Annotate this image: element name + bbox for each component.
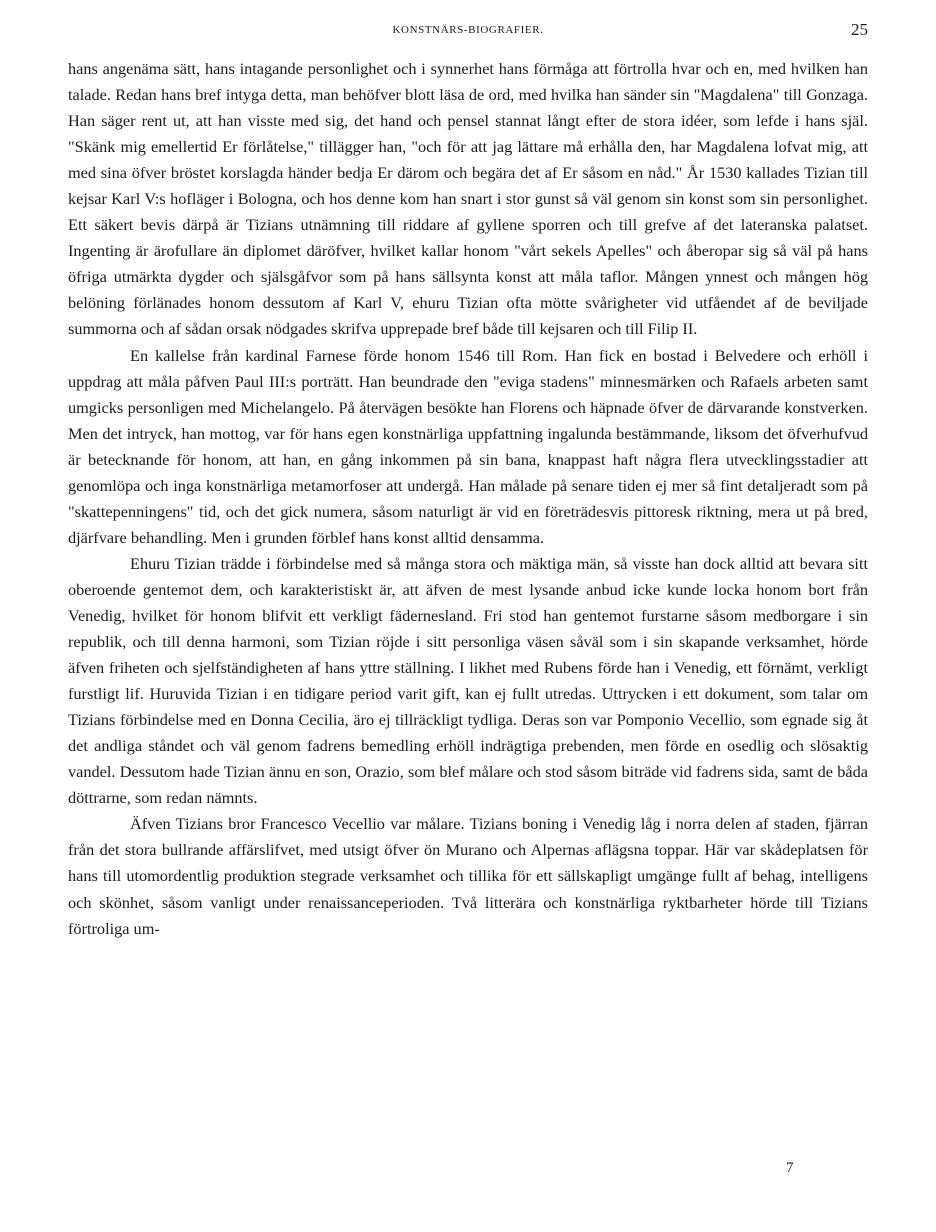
paragraph-3: Ehuru Tizian trädde i förbindelse med så många stora och mäktiga män, så visste han dock alltid att bevara sitt oberoende gentemot dem, och karakteristiskt är, att äfven de mest lysande anbud icke kunde locka honom bort från Venedig, hvilket för honom blifvit ett verkligt fädernesland. Fri stod han gentemot furstarne såsom medborgare i sin republik, och till denna harmoni, som Tizian röjde i sitt personliga väsen såväl som i sin skapande verksamhet, hörde äfven friheten och sjelfständigheten af hans yttre ställning. I likhet med Rubens förde han i Venedig, ett förnämt, verkligt furstligt lif. Huruvida Tizian i en tidigare period varit gift, kan ej fullt utredas. Uttrycken i ett dokument, som talar om Tizians förbindelse med en Donna Cecilia, äro ej tillräckligt tydliga. Deras son var Pomponio Vecellio, som egnade sig åt det andliga ståndet och väl genom fadrens bemedling erhöll indrägtiga prebenden, men förde en osedlig och slösaktig vandel. Dessutom hade Tizian ännu en son, Orazio, som blef målare och stod såsom biträde vid fadrens sida, samt de båda döttrarne, som redan nämnts. [68, 553, 868, 808]
paragraph-4: Äfven Tizians bror Francesco Vecellio var målare. Tizians boning i Venedig låg i norra delen af staden, fjärran från det stora bullrande affärslifvet, med utsigt öfver ön Murano och Alpernas aflägsna toppar. Här var skådeplatsen för hans till utomordentlig produktion stegrade verksamhet och tillika för ett sällskapligt umgänge fullt af behag, intelligens och skönhet, såsom vanligt under renaissanceperioden. Två litterära och konstnärliga ryktbarheter hörde till Tizians förtroliga um- [68, 814, 868, 938]
running-head-title: KONSTNÄRS-BIOGRAFIER. [392, 24, 544, 36]
body-text [68, 56, 868, 942]
paragraph-2: En kallelse från kardinal Farnese förde honom 1546 till Rom. Han fick en bostad i Belvedere och erhöll i uppdrag att måla påfven Paul III:s porträtt. Han beundrade den "eviga stadens" minnesmärken och Rafaels arbeten samt umgicks personligen med Michelangelo. På återvägen besökte han Florens och häpnade öfver de därvarande konstverken. Men det intryck, han mottog, var för hans egen konstnärliga uppfattning ingalunda bestämmande, liksom det öfverhufvud är betecknande för honom, att han, en gång inkommen på sin bana, knappast haft några flera utvecklingsstadier att genomlöpa och inga konstnärliga metamorfoser att undergå. Han målade på senare tiden ej mer så fint detaljeradt som på "skattepenningens" tid, och det gick numera, såsom naturligt är vid en företrädesvis pittoresk riktning, mera ut på bred, djärfvare behandling. Men i grunden förblef hans konst alltid densamma. [68, 345, 868, 547]
running-head [68, 22, 868, 42]
paragraph-1: hans angenäma sätt, hans intagande personlighet och i synnerhet hans förmåga att förtrolla hvar och en, med hvilken han talade. Redan hans bref intyga detta, man behöfver blott läsa de ord, med hvilka han sänder sin "Magdalena" till Gonzaga. Han säger rent ut, att han visste med sig, det hand och pensel stannat långt efter de stora idéer, som lefde i hans själ. "Skänk mig emellertid Er förlåtelse," tillägger han, "och för att jag lättare må erhålla den, har Magdalena lofvat mig, att med sina öfver bröstet korslagda händer bedja Er därom och begära det af Er såsom en nåd." År 1530 kallades Tizian till kejsar Karl V:s hofläger i Bologna, och hos denne kom han snart i stor gunst så väl genom sin konst som sin personlighet. Ett säkert bevis därpå är Tizians utnämning till riddare af gyllene sporren och till grefve af det lateranska palatset. Ingenting är ärofullare än diplomet däröfver, hvilket kallar honom "vårt sekels Apelles" och åberopar sig så väl på hans öfriga utmärkta dygder och själsgåfvor som på hans sällsynta konst att måla taflor. Mången ynnest och mången hög belöning förlänades honom dessutom af Karl V, ehuru Tizian ofta mötte svårigheter vid utfåendet af de beviljade summorna och af sådan orsak nödgades skrifva upprepade bref både till kejsaren och till Filip II. [68, 59, 868, 339]
signature-mark: 7 [786, 1160, 794, 1176]
page-number: 25 [851, 20, 868, 39]
